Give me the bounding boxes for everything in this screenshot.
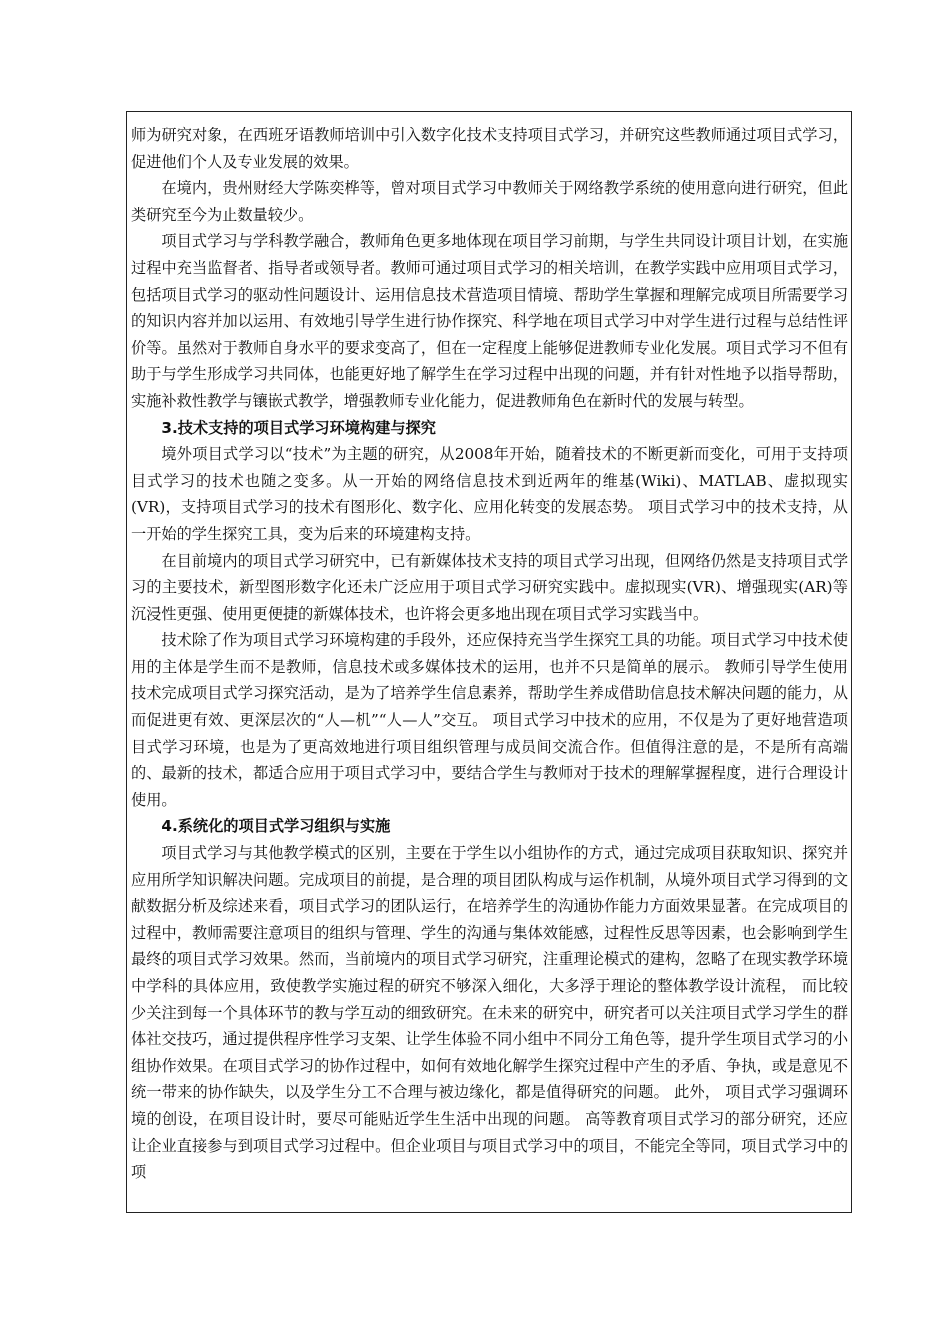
- document-frame: [126, 111, 852, 1213]
- body-paragraph-3: 项目式学习与学科教学融合，教师角色更多地体现在项目学习前期，与学生共同设计项目计划，在实施过程中充当监督者、指导者或领导者。教师可通过项目式学习的相关培训，在教学实践中应用项目式学习，包括项目式学习的驱动性问题设计、运用信息技术营造项目情境、帮助学生掌握和理解完成项目所需要学习的知识内容并加以运用、有效地引导学生进行协作探究、科学地在项目式学习中对学生进行过程与总结性评价等。虽然对于教师自身水平的要求变高了，但在一定程度上能够促进教师专业化发展。项目式学习不但有助于与学生形成学习共同体，也能更好地了解学生在学习过程中出现的问题，并有针对性地予以指导帮助，实施补救性教学与镶嵌式教学，增强教师专业化能力，促进教师角色在新时代的发展与转型。: [131, 232, 848, 410]
- body-paragraph-5: 在目前境内的项目式学习研究中，已有新媒体技术支持的项目式学习出现，但网络仍然是支持项目式学习的主要技术，新型图形数字化还未广泛应用于项目式学习研究实践中。虚拟现实(VR)、增强现实(AR)等沉浸性更强、使用更便捷的新媒体技术，也许将会更多地出现在项目式学习实践当中。: [131, 551, 848, 623]
- body-paragraph-7: 项目式学习与其他教学模式的区别，主要在于学生以小组协作的方式，通过完成项目获取知识、探究并应用所学知识解决问题。完成项目的前提，是合理的项目团队构成与运作机制，从境外项目式学习得到的文献数据分析及综述来看，项目式学习的团队运行，在培养学生的沟通协作能力方面效果显著。在完成项目的过程中，教师需要注意项目的组织与管理、学生的沟通与集体效能感，过程性反思等因素，也会影响到学生最终的项目式学习效果。然而，当前境内的项目式学习研究，注重理论模式的建构，忽略了在现实教学环境中学科的具体应用，致使教学实施过程的研究不够深入细化，大多浮于理论的整体教学设计流程， 而比较少关注到每一个具体环节的教与学互动的细致研究。在未来的研究中，研究者可以关注项目式学习学生的群体社交技巧，通过提供程序性学习支架、让学生体验不同小组中不同分工角色等，提升学生项目式学习的小组协作效果。在项目式学习的协作过程中，如何有效地化解学生探究过程中产生的矛盾、争执，或是意见不统一带来的协作缺失，以及学生分工不合理与被边缘化，都是值得研究的问题。 此外， 项目式学习强调环境的创设，在项目设计时，要尽可能贴近学生生活中出现的问题。 高等教育项目式学习的部分研究，还应让企业直接参与到项目式学习过程中。但企业项目与项目式学习中的项目，不能完全等同，项目式学习中的项: [131, 844, 848, 1182]
- body-paragraph-4: 境外项目式学习以“技术”为主题的研究，从2008年开始，随着技术的不断更新而变化，可用于支持项目式学习的技术也随之变多。从一开始的网络信息技术到近两年的维基(Wiki)、MATLAB、虚拟现实(VR)，支持项目式学习的技术有图形化、数字化、应用化转变的发展态势。 项目式学习中的技术支持，从一开始的学生探究工具，变为后来的环境建构支持。: [131, 445, 848, 543]
- body-paragraph-1: 师为研究对象，在西班牙语教师培训中引入数字化技术支持项目式学习，并研究这些教师通过项目式学习，促进他们个人及专业发展的效果。: [131, 126, 848, 171]
- section-heading-3: 3.技术支持的项目式学习环境构建与探究: [161, 418, 436, 437]
- body-paragraph-6: 技术除了作为项目式学习环境构建的手段外，还应保持充当学生探究工具的功能。项目式学习中技术使用的主体是学生而不是教师，信息技术或多媒体技术的运用，也并不只是简单的展示。 教师引导学生使用技术完成项目式学习探究活动，是为了培养学生信息素养，帮助学生养成借助信息技术解决问题的能力，从而促进更有效、更深层次的“人—机”“人—人”交互。 项目式学习中技术的应用，不仅是为了更好地营造项目式学习环境，也是为了更高效地进行项目组织管理与成员间交流合作。但值得注意的是，不是所有高端的、最新的技术，都适合应用于项目式学习中，要结合学生与教师对于技术的理解掌握程度，进行合理设计使用。: [131, 631, 848, 809]
- section-heading-4: 4.系统化的项目式学习组织与实施: [161, 817, 391, 836]
- body-paragraph-2: 在境内，贵州财经大学陈奕桦等，曾对项目式学习中教师关于网络教学系统的使用意向进行研究，但此类研究至今为止数量较少。: [131, 179, 848, 224]
